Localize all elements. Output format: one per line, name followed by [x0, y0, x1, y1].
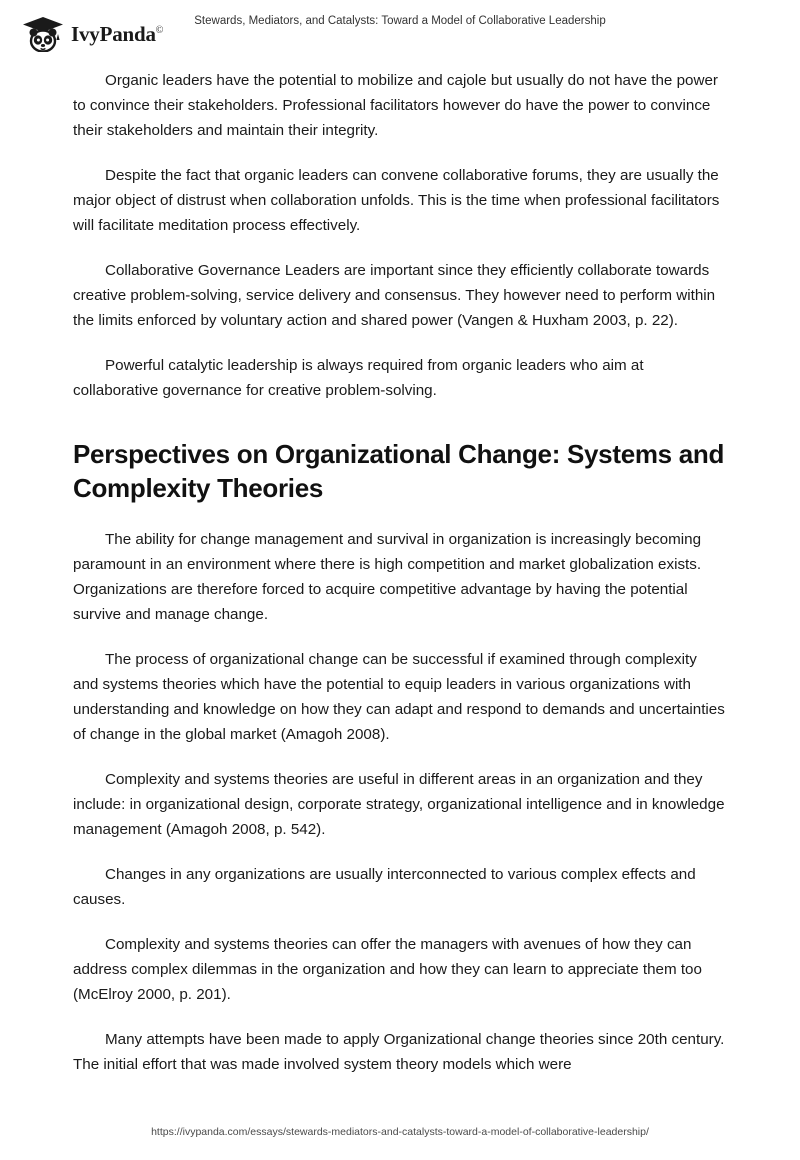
document-body — [73, 68, 725, 1077]
paragraph: Collaborative Governance Leaders are important since they efficiently collaborate towards creative problem-solving, service delivery and consensus. They however need to perform within the limits enforced by voluntary action and shared power (Vangen & Huxham 2003, p. 22). — [73, 262, 716, 329]
paragraph: Changes in any organizations are usually interconnected to various complex effects and causes. — [73, 866, 696, 908]
section-heading: Perspectives on Organizational Change: Systems and Complexity Theories — [73, 439, 725, 503]
page-header — [0, 0, 800, 58]
paragraph: The ability for change management and survival in organization is increasingly becoming paramount in an environment where there is high competition and market globalization exists. Organizations are therefore forced to acquire competitive advantage by having the potential survive and manage change. — [73, 531, 702, 623]
paragraph: Organic leaders have the potential to mobilize and cajole but usually do not have the power to convince their stakeholders. Professional facilitators however do have the power to convince their stakeholders and maintain their integrity. — [73, 72, 718, 139]
paragraph: Complexity and systems theories can offer the managers with avenues of how they can address complex dilemmas in the organization and how they can learn to appreciate them too (McElroy 2000, p. 201). — [73, 936, 702, 1003]
document-title: Stewards, Mediators, and Catalysts: Toward a Model of Collaborative Leadership — [194, 15, 606, 27]
footer-url[interactable]: https://ivypanda.com/essays/stewards-mediators-and-catalysts-toward-a-model-of-collaborative-leadership/ — [151, 1126, 649, 1138]
paragraph: The process of organizational change can be successful if examined through complexity and systems theories which have the potential to equip leaders in various organizations with understanding and knowledge on how they can adapt and respond to demands and uncertainties of change in the global market (Amagoh 2008). — [73, 651, 725, 743]
paragraph: Many attempts have been made to apply Organizational change theories since 20th century. The initial effort that was made involved system theory models which were — [73, 1031, 725, 1073]
paragraph: Powerful catalytic leadership is always required from organic leaders who aim at collaborative governance for creative problem-solving. — [73, 357, 644, 399]
paragraph: Despite the fact that organic leaders can convene collaborative forums, they are usually the major object of distrust when collaboration unfolds. This is the time when professional facilitators will facilitate meditation process effectively. — [73, 167, 720, 234]
brand-name-text: IvyPanda — [71, 21, 156, 46]
brand-copyright: © — [155, 24, 164, 36]
paragraph: Complexity and systems theories are useful in different areas in an organization and they include: in organizational design, corporate strategy, organizational intelligence and in knowledge management (Amagoh 2008, p. 542). — [73, 771, 725, 838]
